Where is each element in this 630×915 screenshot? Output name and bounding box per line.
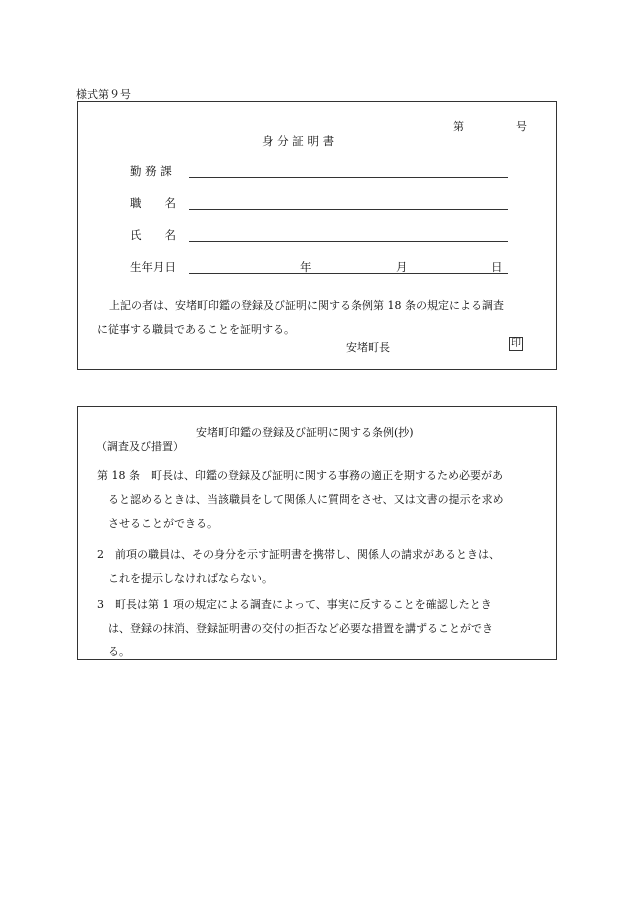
paragraph-3-line3: る。 — [108, 645, 130, 658]
ordinance-title: 安堵町印鑑の登録及び証明に関する条例(抄) — [196, 426, 414, 439]
birthdate-year-label: 年 — [300, 260, 312, 274]
name-field[interactable] — [189, 241, 508, 242]
paragraph-3-line1: 3 町長は第 1 項の規定による調査によって、事実に反することを確認したとき — [97, 598, 492, 611]
birthdate-label: 生年月日 — [130, 260, 176, 274]
certificate-statement-line2: に従事する職員であることを証明する。 — [97, 323, 295, 336]
form-number-label: 様式第９号 — [76, 88, 131, 101]
paragraph-3-line2: は、登録の抹消、登録証明書の交付の拒否など必要な措置を講ずることができ — [108, 622, 493, 635]
department-field[interactable] — [189, 177, 508, 178]
position-field[interactable] — [189, 209, 508, 210]
certificate-title: 身 分 証 明 書 — [262, 134, 335, 148]
birthdate-month-label: 月 — [396, 260, 408, 274]
seal-stamp: 印 — [511, 338, 521, 349]
article-18-line3: させることができる。 — [108, 517, 218, 530]
position-label: 職 名 — [130, 196, 176, 210]
article-18-line2: ると認めるときは、当該職員をして関係人に質問をさせ、又は文書の提示を求め — [108, 493, 504, 506]
department-label: 勤 務 課 — [130, 164, 172, 178]
certificate-number-prefix: 第 — [453, 120, 464, 133]
paragraph-2-line1: 2 前項の職員は、その身分を示す証明書を携帯し、関係人の請求があるときは、 — [97, 548, 500, 561]
name-label: 氏 名 — [130, 228, 176, 242]
certificate-number-suffix: 号 — [516, 120, 527, 133]
birthdate-day-label: 日 — [491, 260, 503, 274]
article-18-line1: 第 18 条 町長は、印鑑の登録及び証明に関する事務の適正を期するため必要があ — [97, 469, 503, 482]
issuer-name: 安堵町長 — [346, 341, 390, 354]
paragraph-2-line2: これを提示しなければならない。 — [108, 572, 273, 585]
birthdate-field[interactable] — [189, 273, 508, 274]
certificate-statement-line1: 上記の者は、安堵町印鑑の登録及び証明に関する条例第 18 条の規定による調査 — [109, 299, 504, 312]
ordinance-caption: （調査及び措置） — [96, 440, 184, 453]
